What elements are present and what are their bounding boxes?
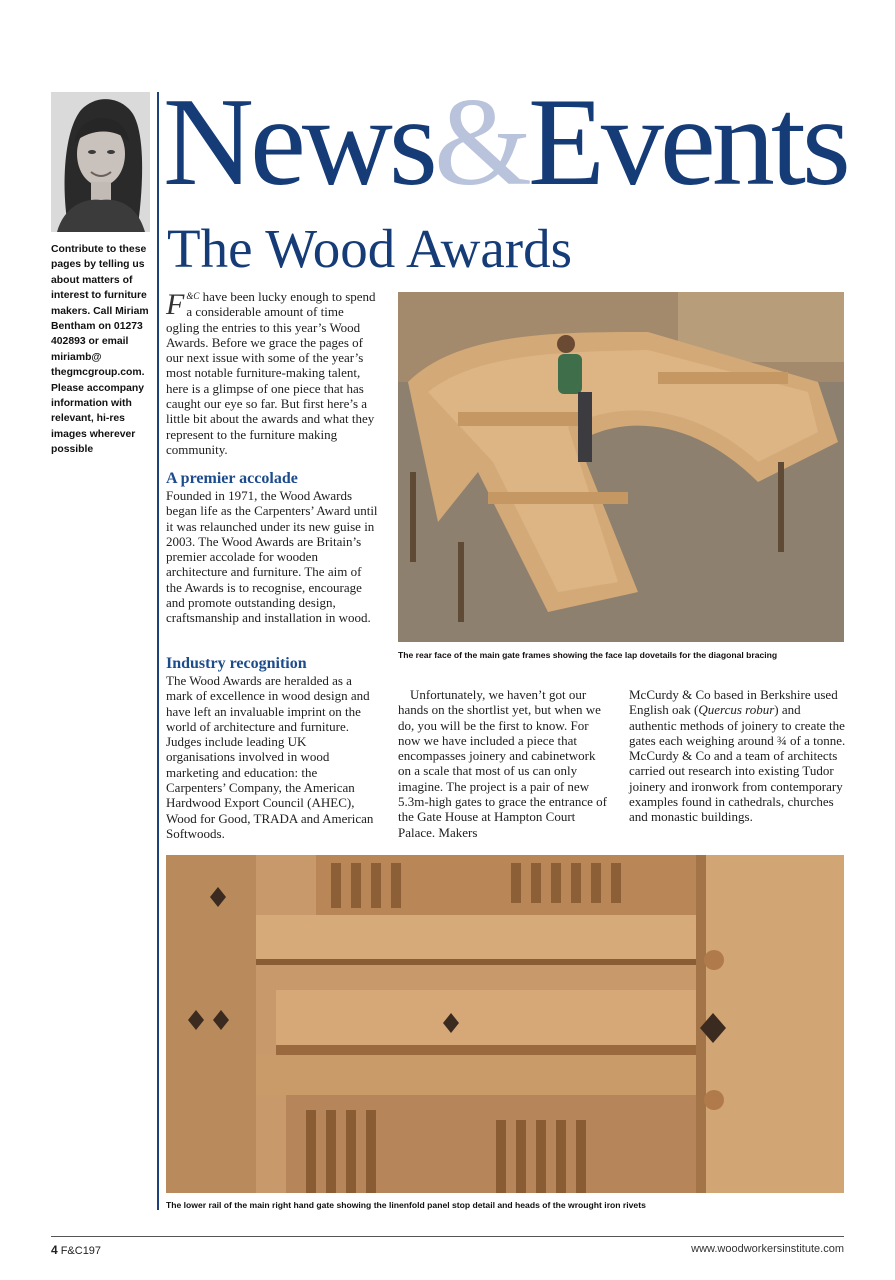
photo1-caption: The rear face of the main gate frames showing the face lap dovetails for the diagonal bracing <box>398 650 778 660</box>
premier-accolade-text: Founded in 1971, the Wood Awards began life as the Carpenters’ Award until it was relaunched under its new guise in 2003. The Wood Awards are Britain’s premier accolade for wooden architecture and furniture. The aim of the Awards is to recognise, encourage and promote outstanding design, craftsmanship and installation in wood. <box>166 488 378 626</box>
footer-rule <box>51 1236 844 1237</box>
industry-recognition-text: The Wood Awards are heralded as a mark of excellence in wood design and have left an invaluable imprint on the world of architecture and furniture. Judges include leading UK organisations involved in wood marketing and education: the Carpenters’ Company, the American Hardwood Export Council (AHEC), Wood for Good, TRADA and American Softwoods. <box>166 673 374 841</box>
photo2-caption: The lower rail of the main right hand gate showing the linenfold panel stop detail and heads of the wrought iron rivets <box>166 1200 646 1210</box>
page-number: 4 <box>51 1243 58 1257</box>
masthead-news: News <box>163 73 434 212</box>
column3-text-after: ) and authentic methods of joinery to create the gates each weighing around ¾ of a tonne. McCurdy & Co and a team of architects carried out research into existing Tudor joinery and ironwork from contemporary examples found in cathedrals, churches and monastic buildings. <box>629 702 846 825</box>
workshop-photo <box>398 292 844 642</box>
column3-text <box>629 687 847 825</box>
subhead-premier-accolade: A premier accolade <box>166 470 298 487</box>
masthead-events: Events <box>527 73 847 212</box>
masthead <box>163 73 863 212</box>
masthead-ampersand: & <box>433 73 528 212</box>
drop-cap: F <box>166 288 185 321</box>
column-divider <box>157 92 159 1210</box>
column3-text-before: McCurdy & Co based in Berkshire used English oak ( <box>629 687 838 718</box>
drop-cap-superscript: &C <box>186 291 200 301</box>
contribute-notice: Contribute to these pages by telling us about matters of interest to furniture makers. Call Miriam Bentham on 01273 402893 or email miriamb@ thegmcgroup.com. Please accompany information with relevant, hi-res images wherever possible <box>51 244 149 456</box>
column3-latin: Quercus robur <box>698 702 775 718</box>
column2-text <box>398 687 608 840</box>
article-headline: The Wood Awards <box>167 218 573 279</box>
contributor-portrait <box>51 92 150 232</box>
column2-paragraph: Unfortunately, we haven’t got our hands on the shortlist yet, but when we do, you will be the first to know. For now we have included a piece that encompasses joinery and cabinetwork on a scale that most of us can only imagine. The project is a pair of new 5.3m-high gates to grace the entrance of the Gate House at Hampton Court Palace. Makers <box>398 687 607 840</box>
footer-left <box>51 1243 101 1257</box>
subhead-industry-recognition: Industry recognition <box>166 655 307 672</box>
footer-url[interactable]: www.woodworkersinstitute.com <box>691 1243 844 1255</box>
intro-paragraph <box>166 289 378 457</box>
issue-number: F&C197 <box>60 1245 102 1257</box>
gate-detail-photo <box>166 855 844 1193</box>
intro-text: have been lucky enough to spend a considerable amount of time ogling the entries to this year’s Wood Awards. Before we grace the pages of our next issue with some of the year’s most notable furniture-making talent, here is a glimpse of one piece that has caught our eye so far. But first here’s a little bit about the awards and what they represent to the furniture making community. <box>166 289 376 457</box>
